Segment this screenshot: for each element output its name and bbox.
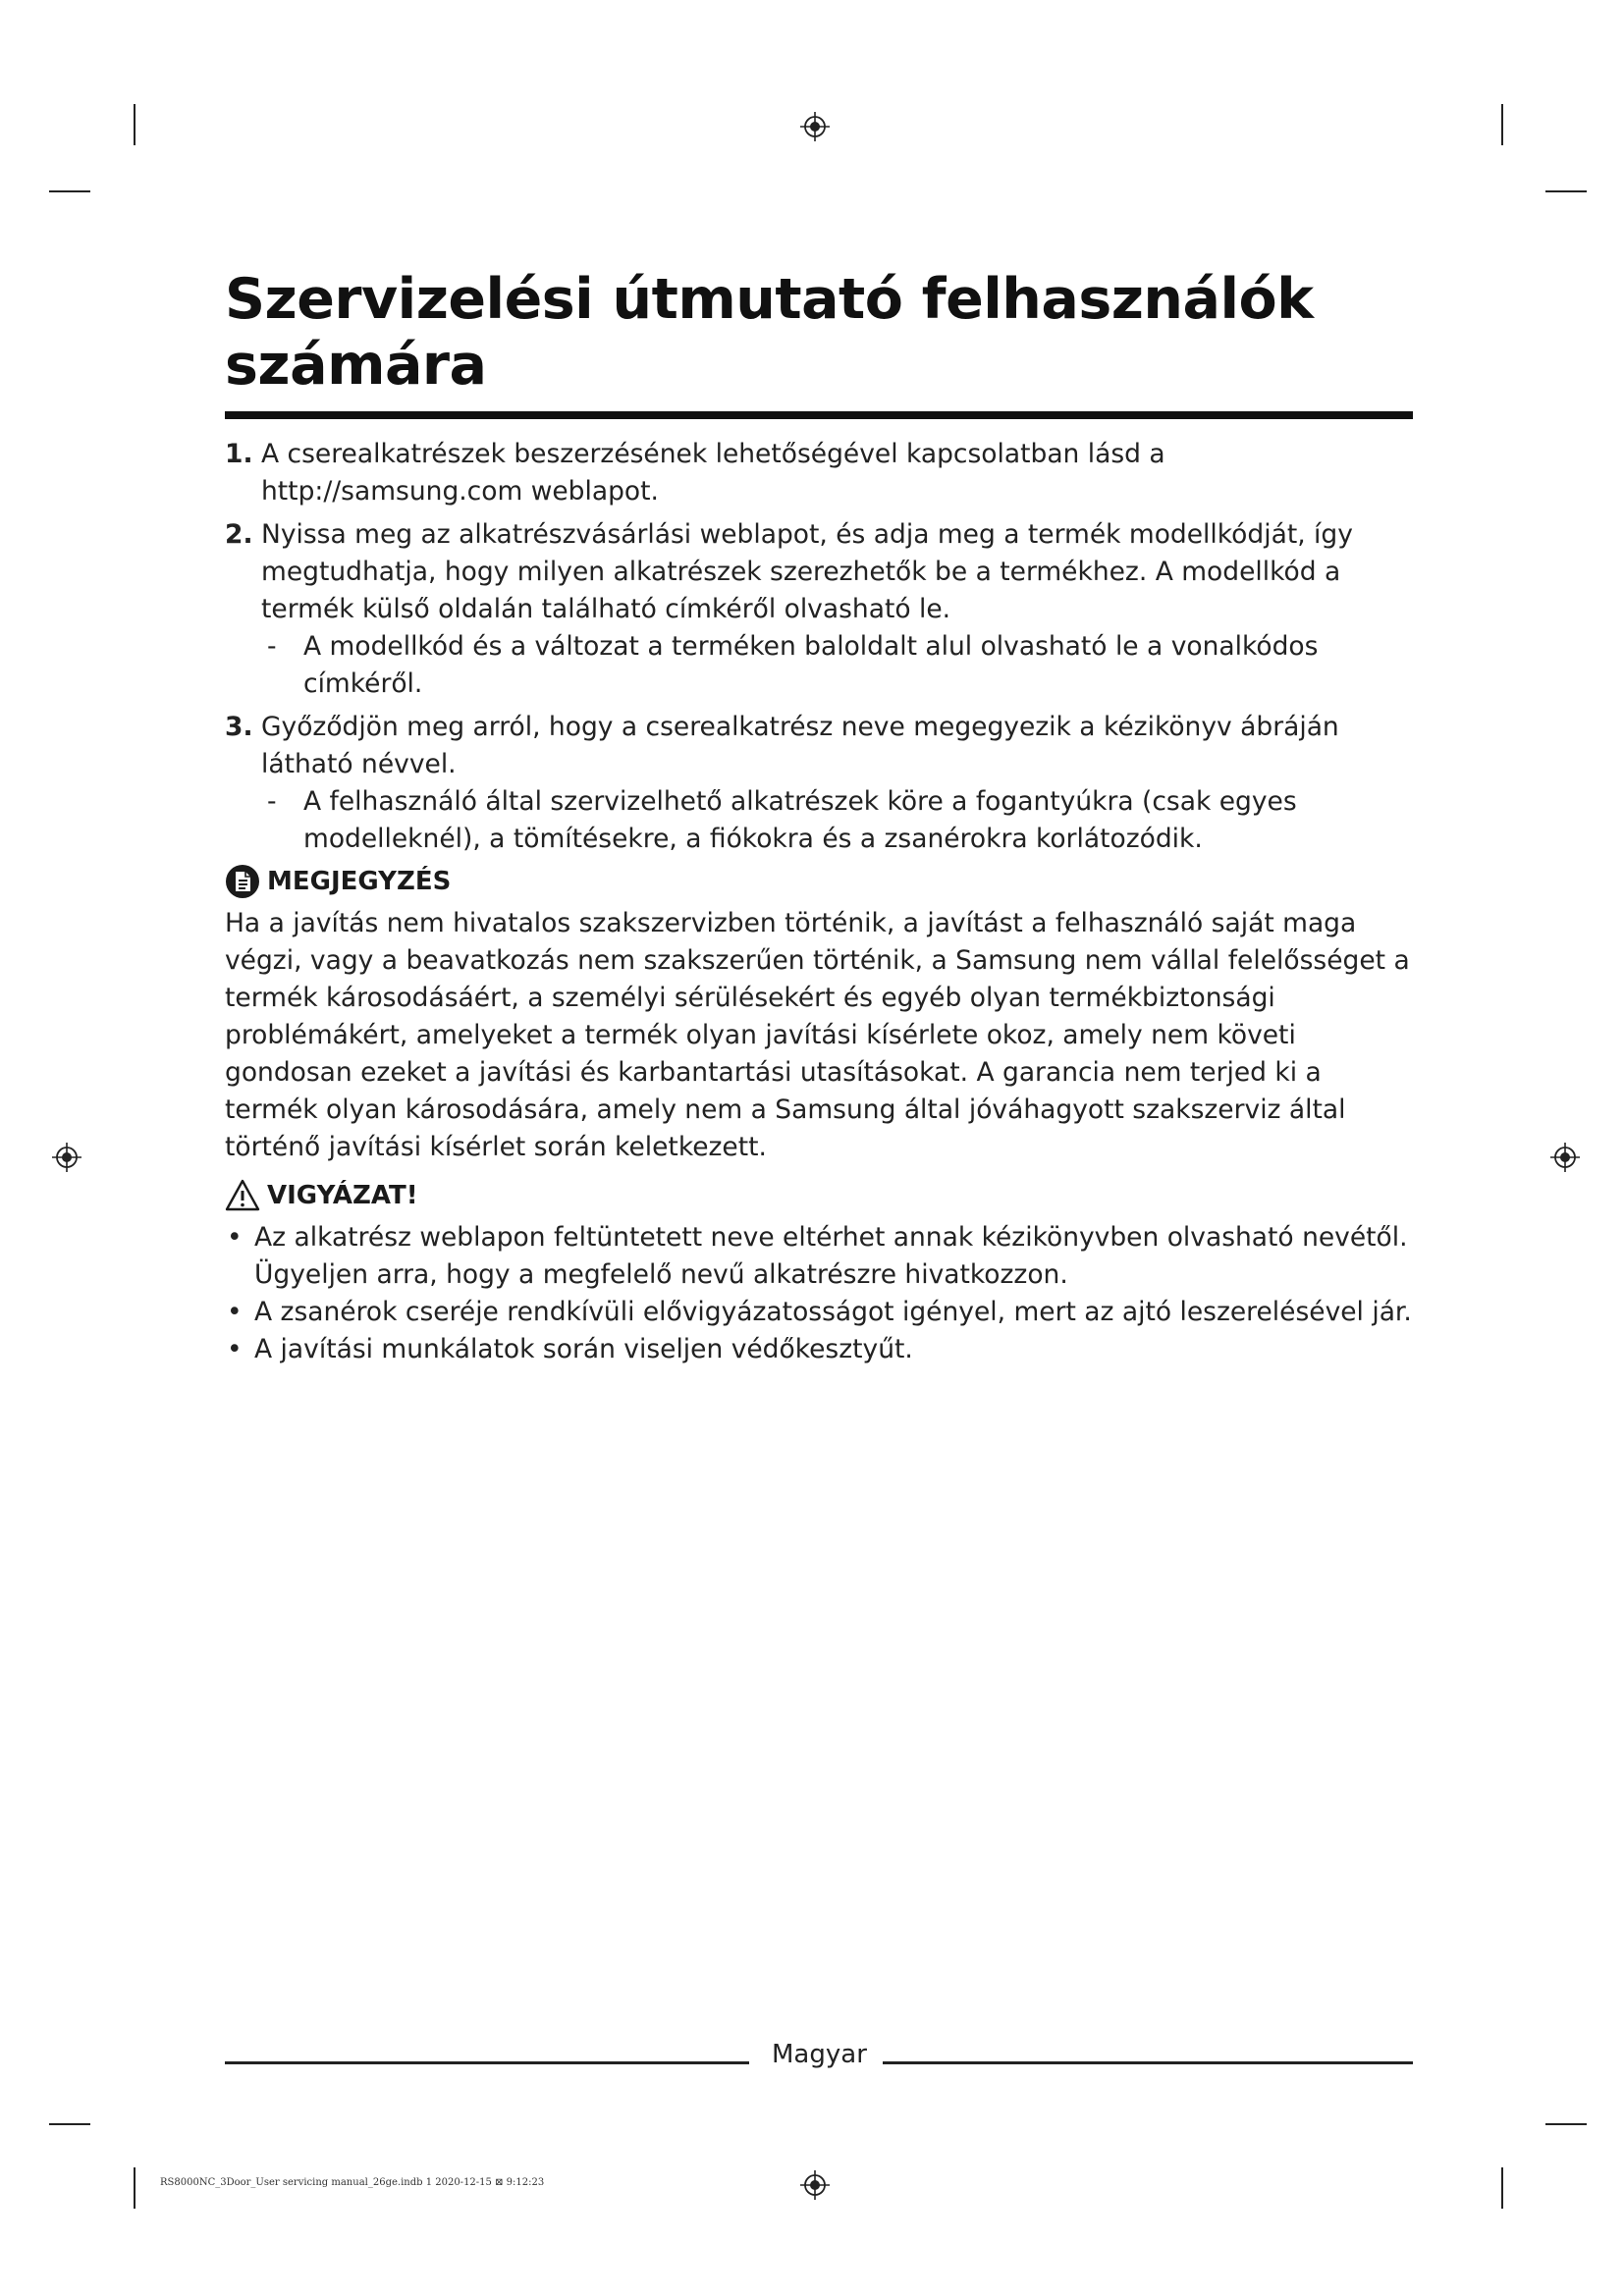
- bullet-marker: •: [227, 1297, 243, 1327]
- caution-item: [225, 1331, 1413, 1368]
- step-sub-text: A modellkód és a változat a terméken baloldalt alul olvasható le a vonalkódos címkéről.: [303, 631, 1319, 699]
- warning-triangle-icon: [225, 1178, 260, 1213]
- page-content: [225, 267, 1413, 1368]
- crop-mark-top-left-vertical: [134, 104, 135, 145]
- step-number: 3.: [225, 712, 253, 742]
- caution-item: [225, 1294, 1413, 1331]
- bullet-marker: •: [227, 1222, 243, 1253]
- steps-list: [225, 436, 1413, 858]
- footer-language: Magyar: [772, 2040, 867, 2069]
- caution-item-text: Az alkatrész weblapon feltüntetett neve eltérhet annak kézikönyvben olvasható nevétől. Ügyeljen arra, hogy a megfelelő nevű alkatrészre hivatkozzon.: [254, 1222, 1408, 1290]
- crop-mark-top-right-horizontal: [1545, 190, 1587, 192]
- note-heading-text: MEGJEGYZÉS: [267, 867, 452, 896]
- registration-mark-right-icon: [1550, 1143, 1580, 1172]
- dash-marker: -: [267, 786, 277, 817]
- registration-mark-bottom-icon: [800, 2170, 830, 2200]
- note-heading: [225, 864, 1413, 899]
- step-number: 2.: [225, 519, 253, 550]
- title-rule: [225, 411, 1413, 419]
- footer-rule-left: [225, 2061, 749, 2064]
- page-title: Szervizelési útmutató felhasználók számára: [225, 267, 1314, 398]
- note-text: Ha a javítás nem hivatalos szakszervizben történik, a javítást a felhasználó saját maga végzi, vagy a beavatkozás nem szakszerűen történik, a Samsung nem vállal felelősséget a termék károsodásáért, a személyi sérülésekért és egyéb olyan termékbiztonsági problémákért, amelyeket a termék olyan javítási kísérlete okoz, amely nem követi gondosan ezeket a javítási és karbantartási utasításokat. A garancia nem terjed ki a termék olyan károsodására, amely nem a Samsung által jóváhagyott szakszerviz által történő javítási kísérlet során keletkezett.: [225, 908, 1410, 1162]
- crop-mark-bottom-right-horizontal: [1545, 2123, 1587, 2125]
- step-text: Nyissa meg az alkatrészvásárlási weblapot, és adja meg a termék modellkódját, így megtudhatja, hogy milyen alkatrészek szerezhetők be a termékhez. A modellkód a termék külső oldalán található címkéről olvasható le.: [261, 519, 1353, 624]
- caution-heading-text: VIGYÁZAT!: [267, 1181, 418, 1210]
- step-2: [225, 516, 1413, 703]
- step-sub-text: A felhasználó által szervizelhető alkatrészek köre a fogantyúkra (csak egyes modelleknél), a tömítésekre, a fiókokra és a zsanérokra korlátozódik.: [303, 786, 1297, 854]
- registration-mark-top-icon: [800, 112, 830, 141]
- dash-marker: -: [267, 631, 277, 662]
- footer-rule-right: [883, 2061, 1413, 2064]
- crop-mark-bottom-left-horizontal: [49, 2123, 90, 2125]
- step-number: 1.: [225, 439, 253, 469]
- step-text: Győződjön meg arról, hogy a cserealkatrész neve megegyezik a kézikönyv ábráján látható névvel.: [261, 712, 1339, 779]
- step-sub-item: [264, 628, 1413, 703]
- crop-mark-bottom-left-vertical: [134, 2167, 135, 2209]
- print-slug: RS8000NC_3Door_User servicing manual_26ge.indb 1 2020-12-15 ⊠ 9:12:23: [160, 2177, 545, 2188]
- caution-item-text: A javítási munkálatok során viseljen védőkesztyűt.: [254, 1334, 913, 1364]
- step-sub-item: [264, 783, 1413, 858]
- crop-mark-top-left-horizontal: [49, 190, 90, 192]
- bullet-marker: •: [227, 1334, 243, 1364]
- caution-item: [225, 1219, 1413, 1294]
- note-icon: [225, 864, 260, 899]
- caution-list: [225, 1219, 1413, 1368]
- step-text: A cserealkatrészek beszerzésének lehetőségével kapcsolatban lásd a http://samsung.com weblapot.: [261, 439, 1165, 507]
- step-1: [225, 436, 1413, 510]
- step-3: [225, 709, 1413, 858]
- crop-mark-top-right-vertical: [1501, 104, 1503, 145]
- registration-mark-left-icon: [52, 1143, 81, 1172]
- caution-item-text: A zsanérok cseréje rendkívüli elővigyázatosságot igényel, mert az ajtó leszerelésével jár.: [254, 1297, 1412, 1327]
- crop-mark-bottom-right-vertical: [1501, 2167, 1503, 2209]
- caution-heading: [225, 1178, 1413, 1213]
